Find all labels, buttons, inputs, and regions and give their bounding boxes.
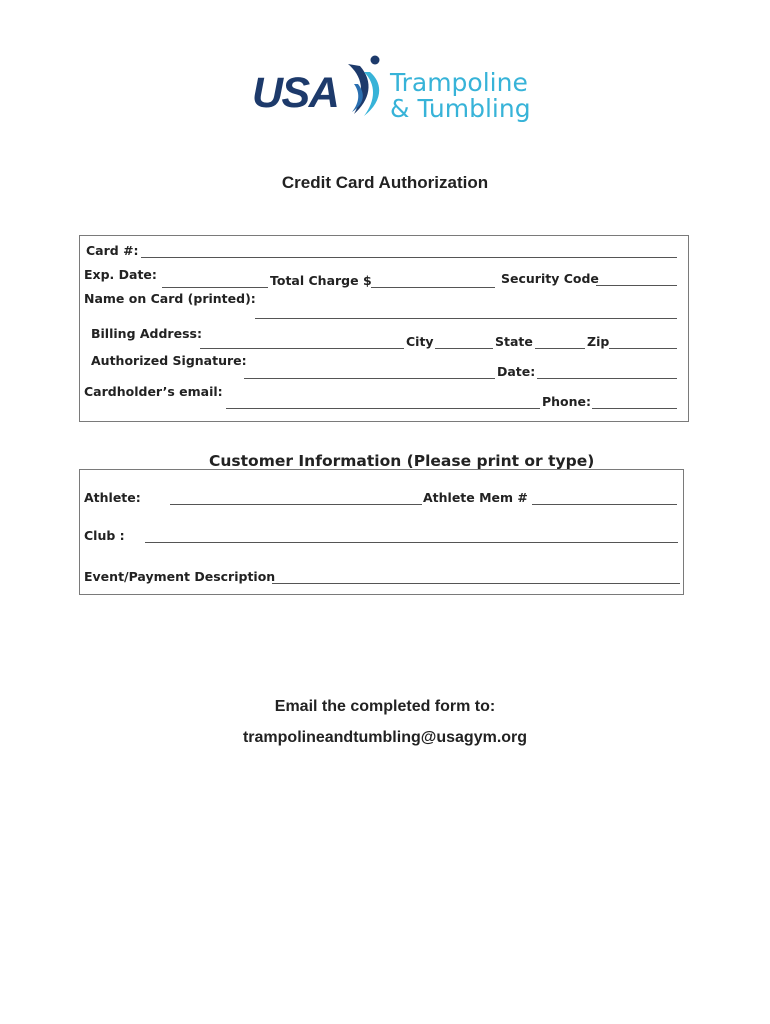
city-label: City bbox=[406, 334, 434, 349]
card-number-label: Card #: bbox=[86, 243, 139, 258]
club-label: Club : bbox=[84, 528, 125, 543]
exp-date-field[interactable] bbox=[162, 287, 268, 288]
total-charge-label: Total Charge $ bbox=[270, 273, 372, 288]
security-code-field[interactable] bbox=[596, 285, 677, 286]
submission-email[interactable]: trampolineandtumbling@usagym.org bbox=[242, 729, 528, 746]
customer-info-title: Customer Information (Please print or type) bbox=[209, 452, 595, 470]
name-on-card-label: Name on Card (printed): bbox=[84, 291, 256, 306]
event-description-label: Event/Payment Description bbox=[84, 569, 276, 584]
city-field[interactable] bbox=[435, 348, 493, 349]
logo-trampoline-text: Trampoline bbox=[390, 68, 528, 97]
cardholder-email-label: Cardholder’s email: bbox=[84, 384, 223, 399]
phone-field[interactable] bbox=[592, 408, 677, 409]
state-field[interactable] bbox=[535, 348, 585, 349]
card-number-field[interactable] bbox=[141, 257, 677, 258]
exp-date-label: Exp. Date: bbox=[84, 267, 157, 282]
page-title: Credit Card Authorization bbox=[281, 173, 489, 192]
billing-address-label: Billing Address: bbox=[91, 326, 202, 341]
event-description-field[interactable] bbox=[272, 583, 680, 584]
signature-field[interactable] bbox=[244, 378, 495, 379]
athlete-mem-field[interactable] bbox=[532, 504, 677, 505]
gymnast-swirl-icon bbox=[340, 54, 388, 125]
security-code-label: Security Code bbox=[501, 271, 599, 286]
state-label: State bbox=[495, 334, 533, 349]
authorized-signature-label: Authorized Signature: bbox=[91, 353, 247, 368]
date-label: Date: bbox=[497, 364, 536, 379]
logo-usa-text: USA bbox=[252, 69, 339, 117]
zip-field[interactable] bbox=[609, 348, 677, 349]
date-field[interactable] bbox=[537, 378, 677, 379]
name-on-card-field[interactable] bbox=[255, 318, 677, 319]
athlete-field[interactable] bbox=[170, 504, 422, 505]
email-instruction: Email the completed form to: bbox=[274, 698, 496, 715]
billing-address-field[interactable] bbox=[200, 348, 404, 349]
total-charge-field[interactable] bbox=[371, 287, 495, 288]
cardholder-email-field[interactable] bbox=[226, 408, 540, 409]
phone-label: Phone: bbox=[542, 394, 592, 409]
club-field[interactable] bbox=[145, 542, 678, 543]
logo-tumbling-text: & Tumbling bbox=[390, 94, 531, 123]
athlete-mem-label: Athlete Mem # bbox=[423, 490, 528, 505]
athlete-label: Athlete: bbox=[84, 490, 141, 505]
zip-label: Zip bbox=[587, 334, 610, 349]
